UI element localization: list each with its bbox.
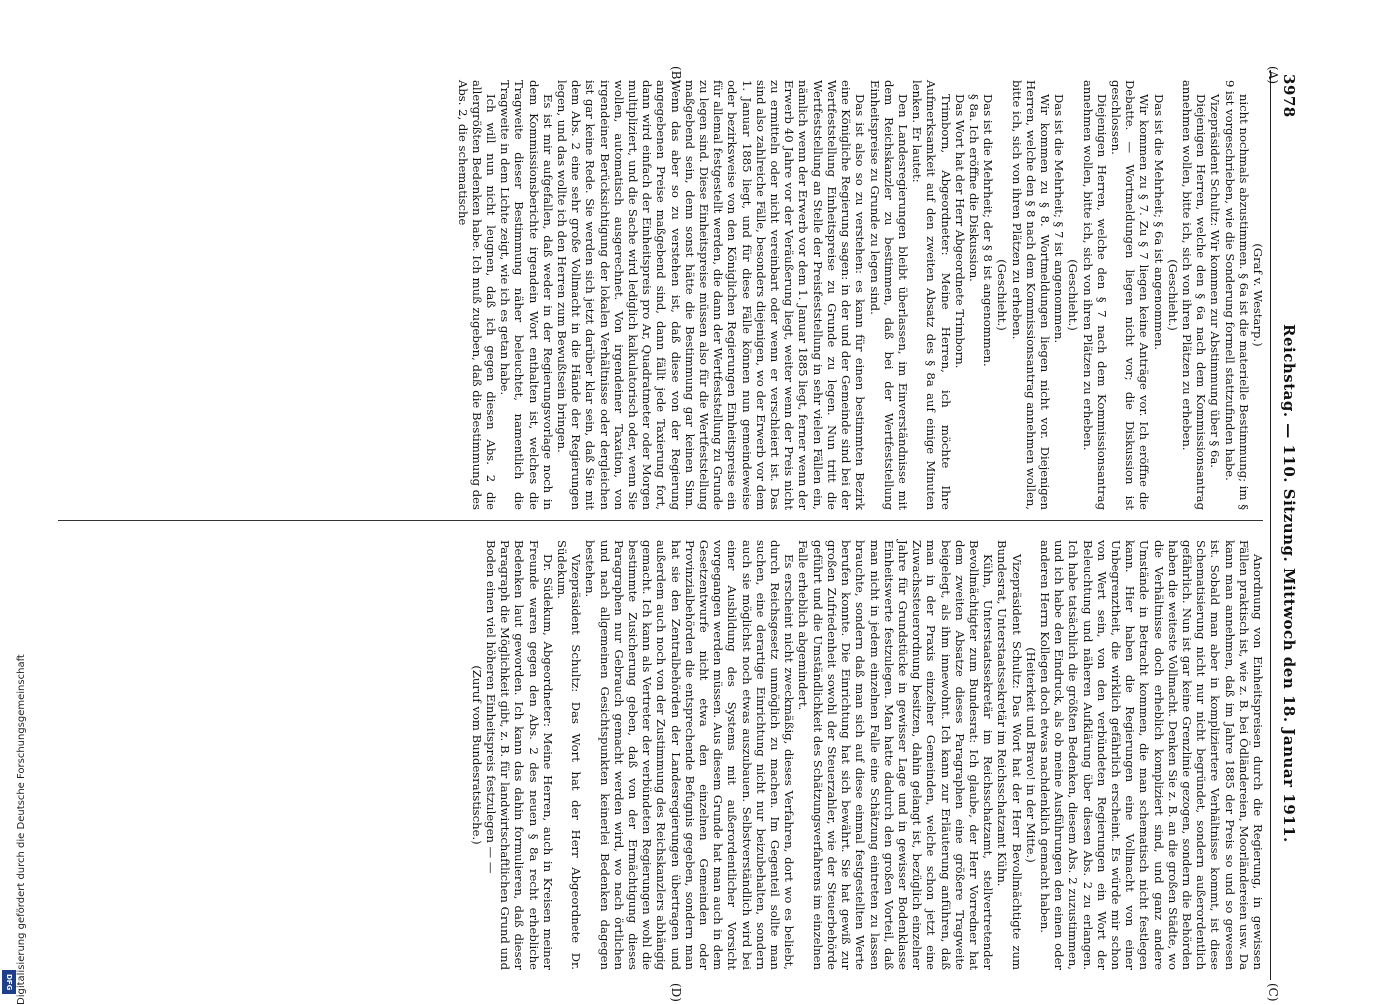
paragraph: § 8a. Ich eröffne die Diskussion. xyxy=(966,94,981,282)
paragraph: Anordnung von Einheitspreisen durch die Regierung, in gewissen Fällen praktisch ist, wie z. B. bei Ödländereien, Moorländereien usw. Da kann man annehmen, daß im Jahre 1885 der Preis so und so gewesen ist. Sobald man aber in kompliziertere Verhältnisse kommt, ist diese Schematisierung nicht nur nicht begründet, sondern außerordentlich gefährlich. Nun ist gar keine Grenzlinie gezogen, sondern die Behörden haben die weiteste Vollmacht. Denken Sie z. B. an die großen Städte, wo die Verhältnisse doch erheblich kompliziert sind, und ganz andere Umstände in Betracht kommen, die man schematisch nicht festlegen kann. Hier haben die Regierungen eine Vollmacht von einer Unbegrenztheit, die wirklich gefährlich erscheint. Es würde mir schon von Wert sein, von den verbündeten Regierungen ein Wort der Beleuchtung und näheren Aufklärung über diesen Abs. 2 zu erlangen. Ich habe tatsächlich die größten Bedenken, diesem Abs. 2 zuzustimmen, und ich habe den Eindruck, als ob meine Ausführungen den einen oder anderen Herrn Kollegen doch etwas nachdenklich gemacht haben. xyxy=(1037,540,1265,970)
right-column xyxy=(470,540,1265,970)
stage-direction: (Heiterkeit und Bravo! in der Mitte.) xyxy=(1023,647,1038,863)
paragraph: Das ist die Mehrheit; § 7 ist angenommen. xyxy=(1052,94,1067,344)
page-header xyxy=(1274,74,1298,966)
stage-direction: (Zuruf vom Bundesratstische.) xyxy=(469,665,484,845)
speaker-note: (Graf v. Westarp.) xyxy=(1251,243,1265,347)
paragraph: Wir kommen zu § 8. Wortmeldungen liegen nicht vor. Diejenigen Herren, welche den § 8 nach dem Kommissionsantrag annehmen wollen, bitte ich, sich von ihren Plätzen zu erheben. xyxy=(1009,80,1052,510)
paragraph: Trimborn, Abgeordneter: Meine Herren, ich möchte Ihre Aufmerksamkeit auf den zweiten Absatz des § 8a auf einige Minuten lenken. Er lautet: xyxy=(910,80,953,510)
paragraph: Vizepräsident Schultz: Das Wort hat der Herr Bevollmächtigte zum Bundesrat, Unterstaatssekretär im Reichsschatzamt Kühn. xyxy=(995,540,1024,970)
margin-marker-b: (B) xyxy=(669,66,683,85)
margin-marker-a: (A) xyxy=(1266,66,1280,85)
paragraph: Vizepräsident Schultz: Wir kommen zur Abstimmung über § 6a. xyxy=(1208,94,1223,468)
paragraph: Kühn, Unterstaatssekretär im Reichsschatzamt, stellvertretender Bevollmächtigter zum Bundesrat: Ich glaube, der Herr Vorredner hat dem zweiten Absatze dieses Paragraphen eine größere Tragweite beigelegt, als ihm innewohnt. Ich kann zur Erläuterung anführen, daß man in der Praxis einzelner Gemeinden, welche schon jetzt eine Zuwachssteuerordnung besitzen, dahin gelangt ist, bezüglich einzelner Jahre für Grundstücke in gewisser Lage und in gewisser Bodenklasse Einheitswerte festzulegen. Man hatte dadurch den großen Vorteil, daß man nicht in jedem einzelnen Falle eine Schätzung eintreten zu lassen brauchte, sondern daß man sich auf diese einmal festgestellten Werte berufen konnte. Die Einrichtung hat sich bewährt. Sie hat gewiß zur großen Zufriedenheit sowohl der Steuerzahler, wie der Steuerbehörde geführt und die Umständlichkeit des Schätzungsverfahrens im einzelnen Falle erheblich abgemindert. xyxy=(796,540,996,970)
quoted-paragraph: Den Landesregierungen bleibt überlassen, im Einverständnisse mit dem Reichskanzler zu bestimmen, daß bei der Wertfeststellung Einheitspreise zu Grunde zu legen sind. xyxy=(867,80,910,510)
paragraph: Es erscheint nicht zweckmäßig, dieses Verfahren, dort wo es beliebt, durch Reichsgesetz unmöglich zu machen. Im Gegenteil sollte man suchen, eine derartige Einrichtung nicht nur beizubehalten, sondern auch sie möglichst noch etwas auszubauen. Selbstverständlich wird bei einer Ausbildung des Systems mit außerordentlicher Vorsicht vorgegangen werden müssen. Aus diesem Grunde hat man auch in dem Gesetzentwurfe nicht etwa den einzelnen Gemeinden oder Provinzialbehörden die entsprechende Befugnis gegeben, sondern man hat sie den Zentralbehörden der Landesregierungen übertragen und außerdem auch noch von der Zustimmung des Reichskanzlers abhängig gemacht. Ich kann als Vertreter der verbündeten Regierungen wohl die bestimmte Zusicherung geben, daß von der Ermächtigung dieses Paragraphen nur Gebrauch gemacht werden wird, wo nach örtlichen und nach allgemeinen Gesichtspunkten keinerlei Bedenken dagegen bestehen. xyxy=(583,540,797,970)
stage-direction: (Geschieht.) xyxy=(1066,259,1081,331)
paragraph: Das Wort hat der Herr Abgeordnete Trimborn. xyxy=(952,94,967,369)
paragraph: Es ist mir aufgefallen, daß weder in der Regierungsvorlage noch in dem Kommissionsberichte irgendein Wort enthalten ist, welches die Tragweite dieser Bestimmung näher beleuchtet, namentlich die Tragweite in dem Lichte zeigt, wie ich es getan habe. xyxy=(498,80,555,510)
paragraph: Das ist die Mehrheit; der § 8 ist angenommen. xyxy=(981,94,996,367)
paragraph: Dr. Südekum, Abgeordneter: Meine Herren, auch in Kreisen meiner Freunde waren gegen den Abs. 2 des neuen § 8a recht erhebliche Bedenken laut geworden. Ich kann das dahin formulieren, daß dieser Paragraph die Möglichkeit gibt, z. B. für landwirtschaftlichen Grund und Boden einen viel höheren Einheitspreis festzulegen — — xyxy=(484,540,555,970)
margin-marker-c: (C) xyxy=(1266,983,1280,1002)
column-divider xyxy=(58,520,1263,521)
funding-note: Digitalisierung gefördert durch die Deutsche Forschungsgemeinschaft xyxy=(16,654,27,1005)
paragraph: Diejenigen Herren, welche den § 6a nach dem Kommissionsantrag annehmen wollen, bitte ich, sich von ihren Plätzen zu erheben. xyxy=(1179,80,1209,510)
running-title: Reichstag. — 110. Sitzung. Mittwoch den 18. Januar 1911. xyxy=(1280,324,1298,843)
stage-direction: (Geschieht.) xyxy=(1165,259,1180,331)
dfg-logo: DFG xyxy=(2,970,16,994)
margin-marker-d: (D) xyxy=(669,983,683,1002)
paragraph: Das ist die Mehrheit; § 6a ist angenommen. xyxy=(1151,94,1166,351)
paragraph: nicht nochmals abzustimmen. § 6a ist die materielle Bestimmung; im § 9 ist vorgeschrieben, wie die Sonderung formell stattzufinden habe. xyxy=(1222,80,1251,510)
page-number: 3978 xyxy=(1280,74,1298,118)
paragraph: Das ist also so zu verstehen: es kann für einen bestimmten Bezirk eine Königliche Regierung sagen: in der und der Gemeinde sind bei der Wertfeststellung Einheitspreise zu Grunde zu legen. Nun tritt die Wertfeststellung an Stelle der Preisfeststellung in sehr vielen Fällen ein, nämlich wenn der Erwerb vor dem 1. Januar 1885 liegt, ferner wenn der Erwerb 40 Jahre vor der Veräußerung liegt, weiter wenn der Preis nicht zu ermitteln oder nicht vereinbart oder wenn er verschleiert ist. Das sind also zahlreiche Fälle, besonders diejenigen, wo der Erwerb vor dem 1. Januar 1885 liegt, und für diese Fälle können nun gemeindeweise oder bezirksweise von den Königlichen Regierungen Einheitspreise ein für allemal festgestellt werden, die dann der Wertfeststellung zu Grunde zu legen sind. Diese Einheitspreise müssen also für die Wertfeststellung maßgebend sein, denn sonst hätte die Bestimmung gar keinen Sinn. Wenn das aber so zu verstehen ist, daß diese von der Regierung angegebenen Preise maßgebend sind, dann fällt jede Taxierung fort, dann wird einfach der Einheitspreis pro Ar, Quadratmeter oder Morgen multipliziert, und die Sache wird lediglich kalkulatorisch oder, wenn Sie wollen, automatisch ausgerechnet. Von irgendeiner Taxation, von irgendeiner Berücksichtigung der lokalen Verhältnisse oder dergleichen ist gar keine Rede. Sie werden sich jetzt darüber klar sein, daß Sie mit dem Abs. 2 eine sehr große Vollmacht in die Hände der Regierungen legen, und das wollte ich den Herren zum Bewußtsein bringen. xyxy=(555,80,868,510)
header-rule xyxy=(1270,70,1271,980)
paragraph: Vizepräsident Schultz: Das Wort hat der Herr Abgeordnete Dr. Südekum. xyxy=(555,540,584,970)
stage-direction: (Geschieht.) xyxy=(995,259,1010,331)
paragraph: Ich will nun nicht leugnen, daß ich gegen diesen Abs. 2 die allergrößten Bedenken habe. Ich muß zugeben, daß die Bestimmung des Abs. 2, die schematische xyxy=(455,80,499,510)
paragraph: Wir kommen zu § 7. Zu § 7 liegen keine Anträge vor. Ich eröffne die Debatte. — Wortmeldungen liegen nicht vor; die Diskussion ist geschlossen. xyxy=(1108,80,1152,510)
left-column xyxy=(455,80,1265,510)
paragraph: Diejenigen Herren, welche den § 7 nach dem Kommissionsantrag annehmen wollen, bitte ich, sich von ihren Plätzen zu erheben. xyxy=(1080,80,1109,510)
